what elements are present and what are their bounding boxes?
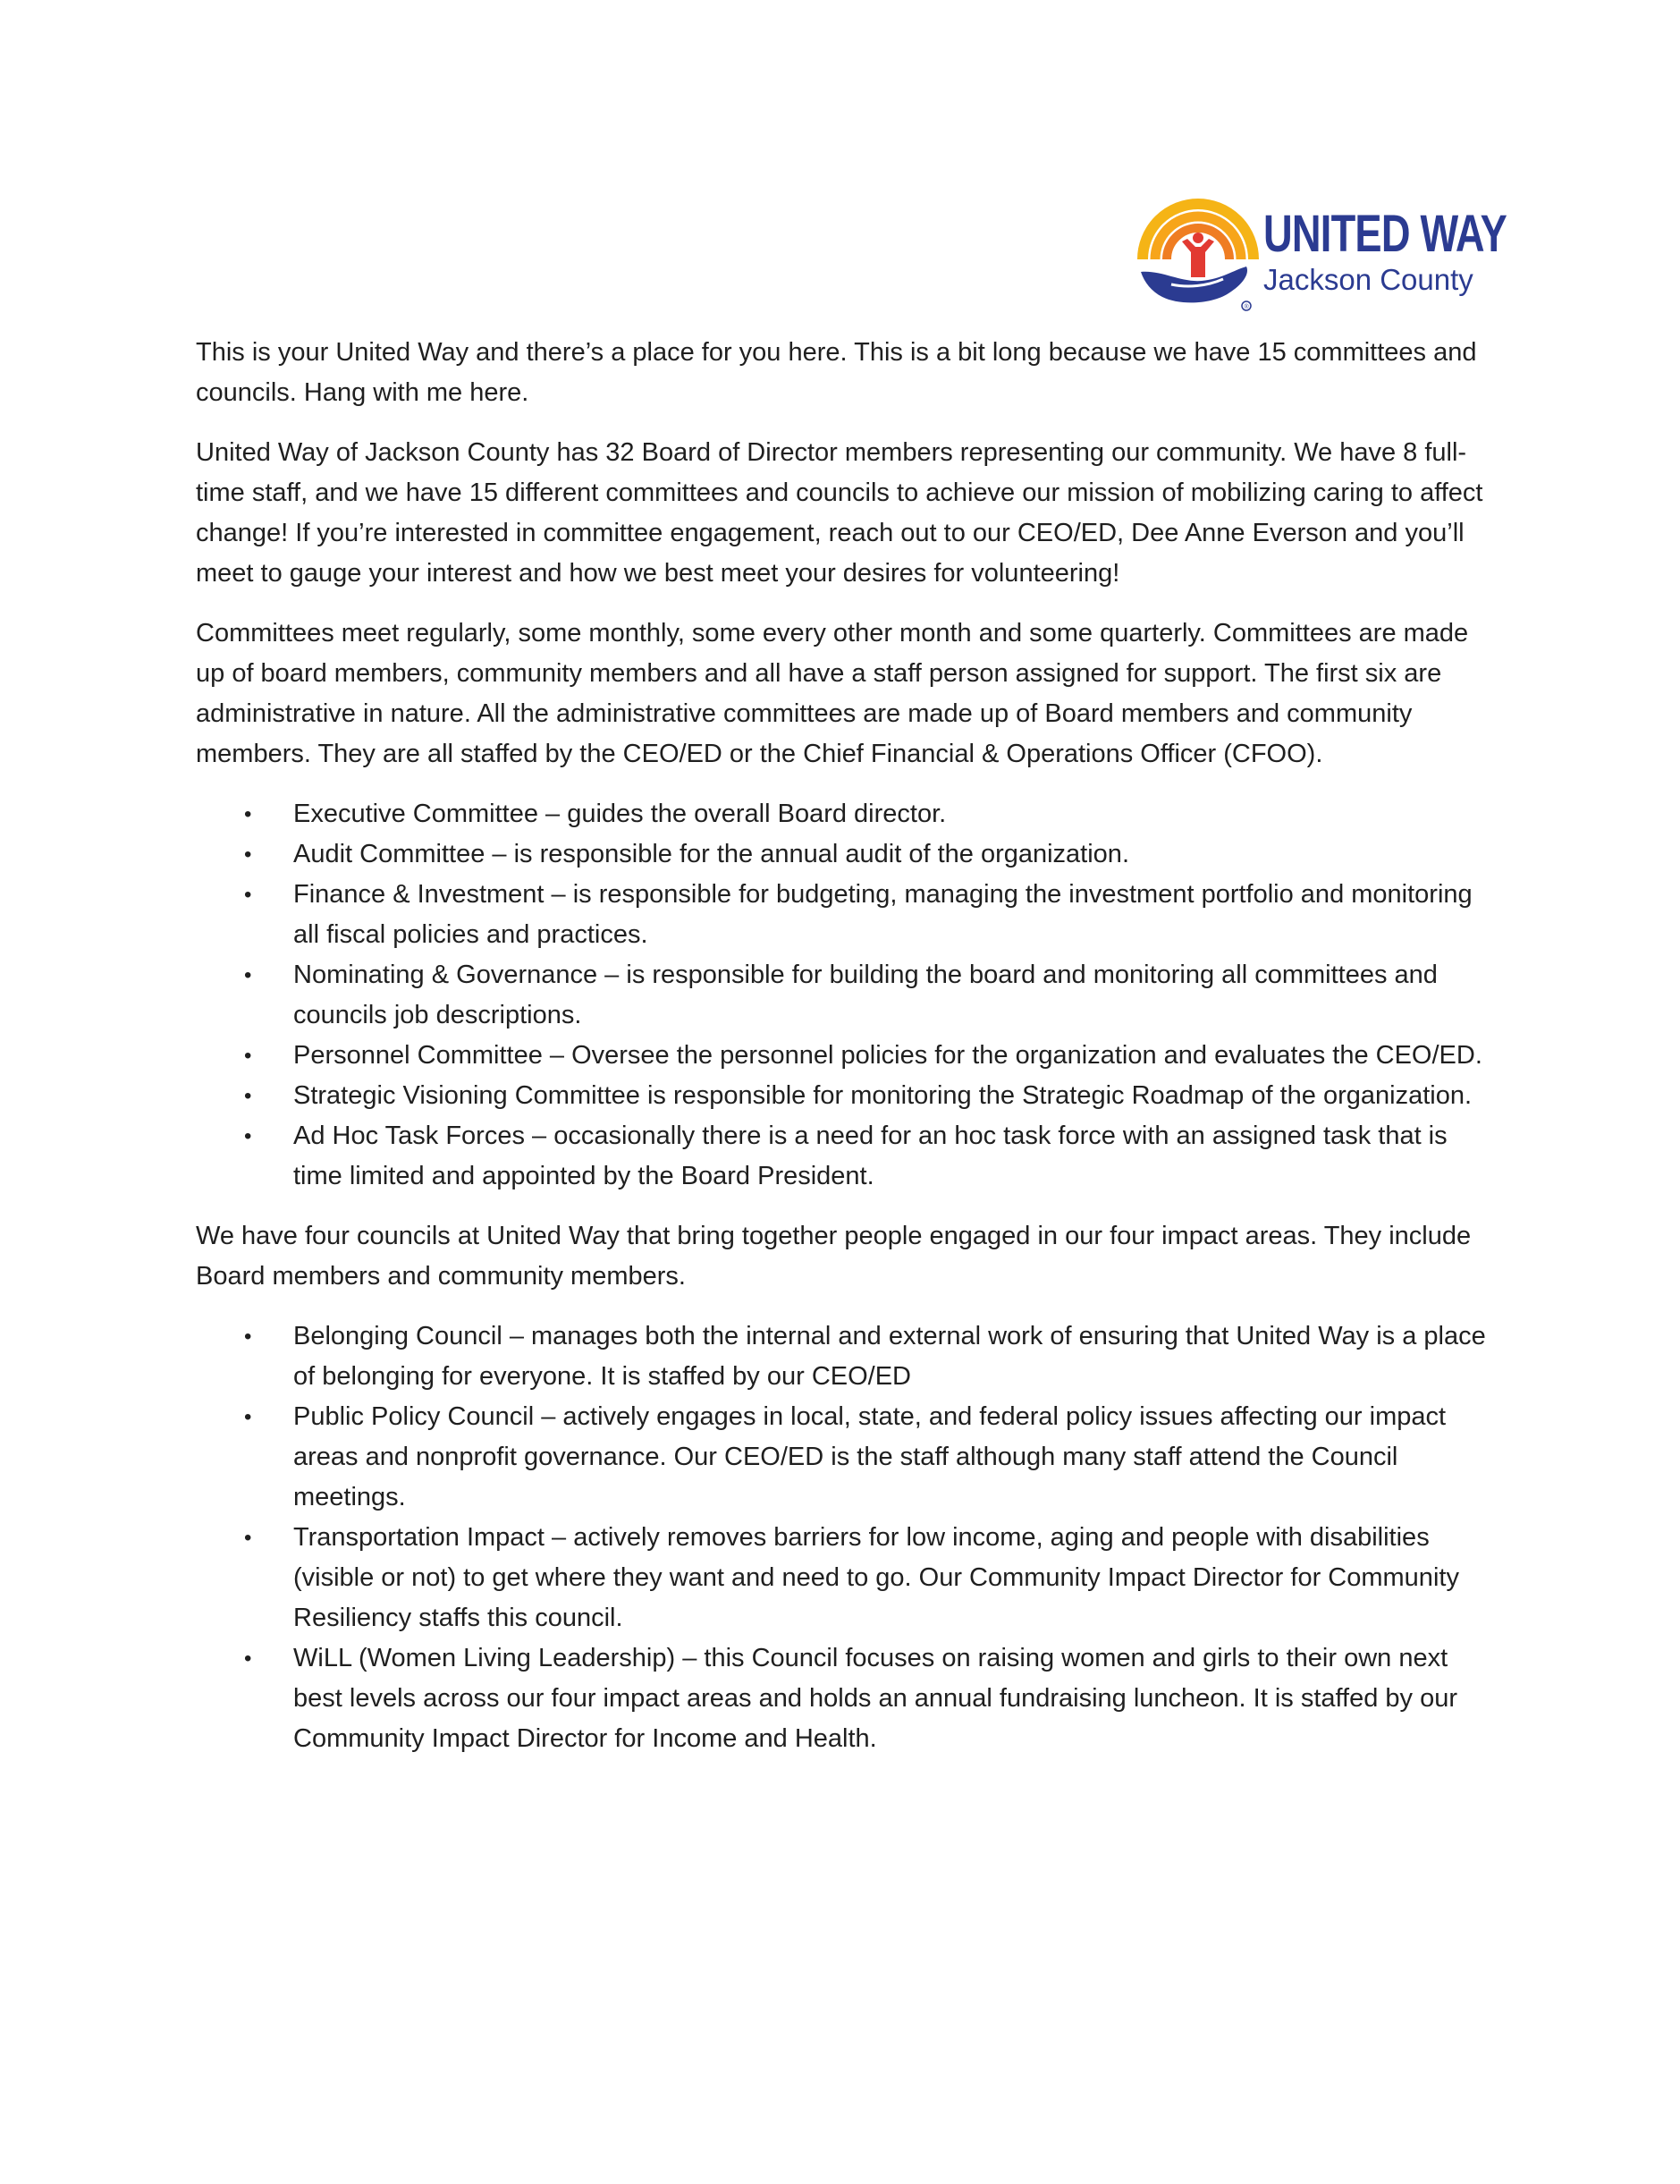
list-item-text: Finance & Investment – is responsible for budgeting, managing the investment portfolio and monitoring all fiscal policies and practices. [293, 880, 1473, 949]
list-item-text: WiLL (Women Living Leadership) – this Council focuses on raising women and girls to their own next best levels across our four impact areas and holds an annual fundraising luncheon. It is staffed by our Community Impact Director for Income and Health. [293, 1644, 1458, 1753]
bullet-icon: • [244, 1084, 252, 1108]
list-item-text: Executive Committee – guides the overall Board director. [293, 800, 947, 828]
list-item [196, 1076, 1497, 1116]
united-way-logo [1135, 195, 1507, 311]
bullet-icon: • [244, 1325, 252, 1349]
list-item [196, 1116, 1497, 1197]
list-item [196, 1036, 1497, 1076]
list-item [196, 875, 1497, 955]
list-item [196, 1638, 1497, 1759]
bullet-icon: • [244, 842, 252, 867]
overview-paragraph: United Way of Jackson County has 32 Board of Director members representing our community. We have 8 full-time staff, and we have 15 different committees and councils to achieve our mission of mobilizing caring to affect change! If you’re interested in committee engagement, reach out to our CEO/ED, Dee Anne Everson and you’ll meet to gauge your interest and how we best meet your desires for volunteering! [196, 438, 1483, 588]
list-item-text: Transportation Impact – actively removes barriers for low income, aging and people with disabilities (visible or not) to get where they want and need to go. Our Community Impact Director for Community Resiliency staffs this council. [293, 1523, 1459, 1632]
list-item-text: Belonging Council – manages both the internal and external work of ensuring that United Way is a place of belonging for everyone. It is staffed by our CEO/ED [293, 1322, 1486, 1391]
list-item-text: Ad Hoc Task Forces – occasionally there is a need for an hoc task force with an assigned task that is time limited and appointed by the Board President. [293, 1122, 1448, 1190]
bullet-icon: • [244, 1124, 252, 1148]
bullet-icon: • [244, 1044, 252, 1068]
list-item-text: Audit Committee – is responsible for the annual audit of the organization. [293, 840, 1129, 868]
bullet-icon: • [244, 802, 252, 826]
bullet-icon: • [244, 963, 252, 987]
list-item-text: Personnel Committee – Oversee the personnel policies for the organization and evaluates the CEO/ED. [293, 1041, 1482, 1070]
bullet-icon: • [244, 1405, 252, 1429]
list-item [196, 1316, 1497, 1397]
bullet-icon: • [244, 1646, 252, 1671]
list-item [196, 1518, 1497, 1638]
bullet-icon: • [244, 883, 252, 907]
list-item [196, 834, 1497, 875]
registered-mark: ® [1244, 304, 1249, 310]
logo-subtitle: Jackson County [1263, 263, 1473, 296]
logo-name: UNITED WAY [1263, 205, 1507, 263]
list-item [196, 794, 1497, 834]
committees-paragraph: Committees meet regularly, some monthly, some every other month and some quarterly. Committees are made up of board members, community members and all have a staff person assigned for support. The first six are administrative in nature. All the administrative committees are made up of Board members and community members. They are all staffed by the CEO/ED or the Chief Financial & Operations Officer (CFOO). [196, 619, 1469, 768]
committees-list [196, 794, 1497, 1197]
list-item [196, 955, 1497, 1036]
united-way-emblem-icon [1135, 195, 1261, 311]
bullet-icon: • [244, 1526, 252, 1550]
document-body [196, 333, 1497, 1779]
list-item-text: Strategic Visioning Committee is responsible for monitoring the Strategic Roadmap of the organization. [293, 1081, 1473, 1110]
list-item-text: Nominating & Governance – is responsible for building the board and monitoring all committees and councils job descriptions. [293, 961, 1438, 1029]
list-item [196, 1397, 1497, 1518]
intro-paragraph: This is your United Way and there’s a place for you here. This is a bit long because we have 15 committees and councils. Hang with me here. [196, 338, 1477, 407]
councils-paragraph: We have four councils at United Way that bring together people engaged in our four impact areas. They include Board members and community members. [196, 1222, 1472, 1291]
councils-list [196, 1316, 1497, 1759]
list-item-text: Public Policy Council – actively engages in local, state, and federal policy issues affecting our impact areas and nonprofit governance. Our CEO/ED is the staff although many staff attend the Council meetings. [293, 1402, 1447, 1511]
